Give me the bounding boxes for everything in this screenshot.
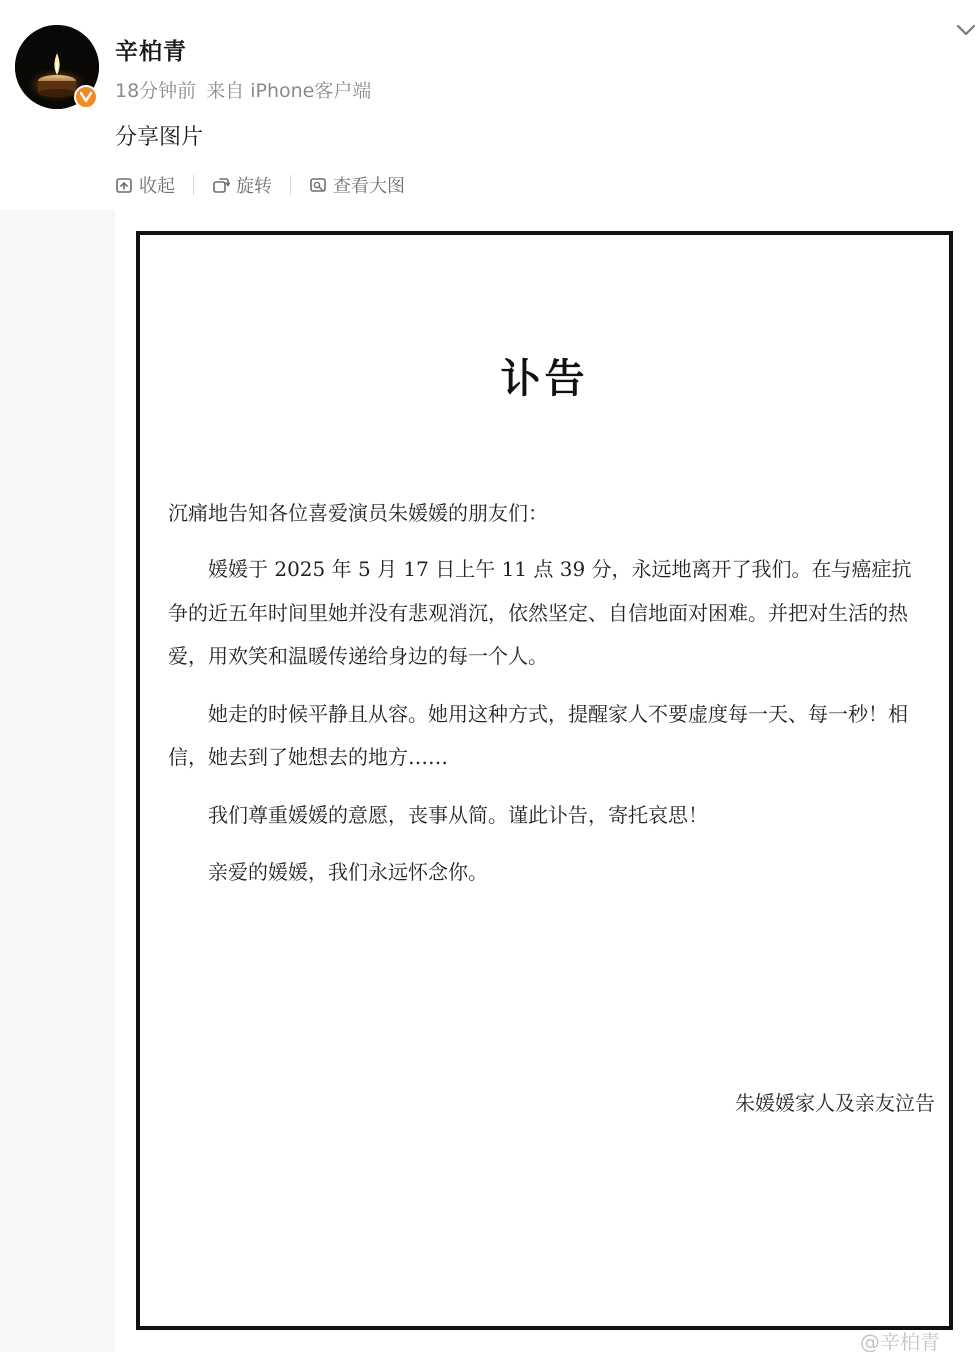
- obituary-image[interactable]: [136, 231, 953, 1330]
- collapse-button[interactable]: [115, 172, 175, 198]
- rotate-button[interactable]: [212, 172, 272, 198]
- collapse-label: 收起: [139, 176, 175, 197]
- verified-badge-icon: [74, 85, 98, 109]
- view-large-label: 查看大图: [333, 176, 405, 197]
- notice-paragraph: 我们尊重媛媛的意愿，丧事从简。谨此讣告，寄托哀思！: [208, 802, 708, 827]
- post-time: 18分钟前: [115, 80, 197, 102]
- notice-paragraph: 亲爱的媛媛，我们永远怀念你。: [208, 860, 488, 884]
- notice-paragraph: 她走的时候平静且从容。她用这种方式，提醒家人不要虚度每一天、每一秒！相信，她去到了她想去的地方……: [168, 701, 908, 769]
- rotate-label: 旋转: [236, 176, 272, 197]
- toolbar-divider: [290, 175, 291, 195]
- post-meta: [115, 76, 371, 103]
- notice-salutation: 沉痛地告知各位喜爱演员朱媛媛的朋友们：: [168, 501, 548, 525]
- view-large-icon: [309, 176, 327, 194]
- view-large-button[interactable]: [309, 172, 405, 198]
- collapse-icon: [115, 176, 133, 194]
- username[interactable]: 辛柏青: [115, 39, 187, 65]
- notice-signature: 朱媛媛家人及亲友泣告: [735, 1091, 935, 1115]
- weibo-watermark: @辛柏青: [860, 1330, 940, 1352]
- rotate-icon: [212, 176, 230, 194]
- toolbar-divider: [193, 175, 194, 195]
- notice-body: [168, 548, 930, 909]
- notice-title: 讣告: [500, 355, 589, 402]
- post-source[interactable]: 来自 iPhone客户端: [206, 80, 372, 102]
- post-text: 分享图片: [115, 125, 204, 150]
- chevron-down-icon[interactable]: [952, 20, 980, 42]
- notice-paragraph: 媛媛于 2025 年 5 月 17 日上午 11 点 39 分，永远地离开了我们。在与癌症抗争的近五年时间里她并没有悲观消沉，依然坚定、自信地面对困难。并把对生活的热爱，用欢笑和温暖传递给身边的每一个人。: [168, 557, 912, 668]
- image-toolbar: [115, 170, 405, 200]
